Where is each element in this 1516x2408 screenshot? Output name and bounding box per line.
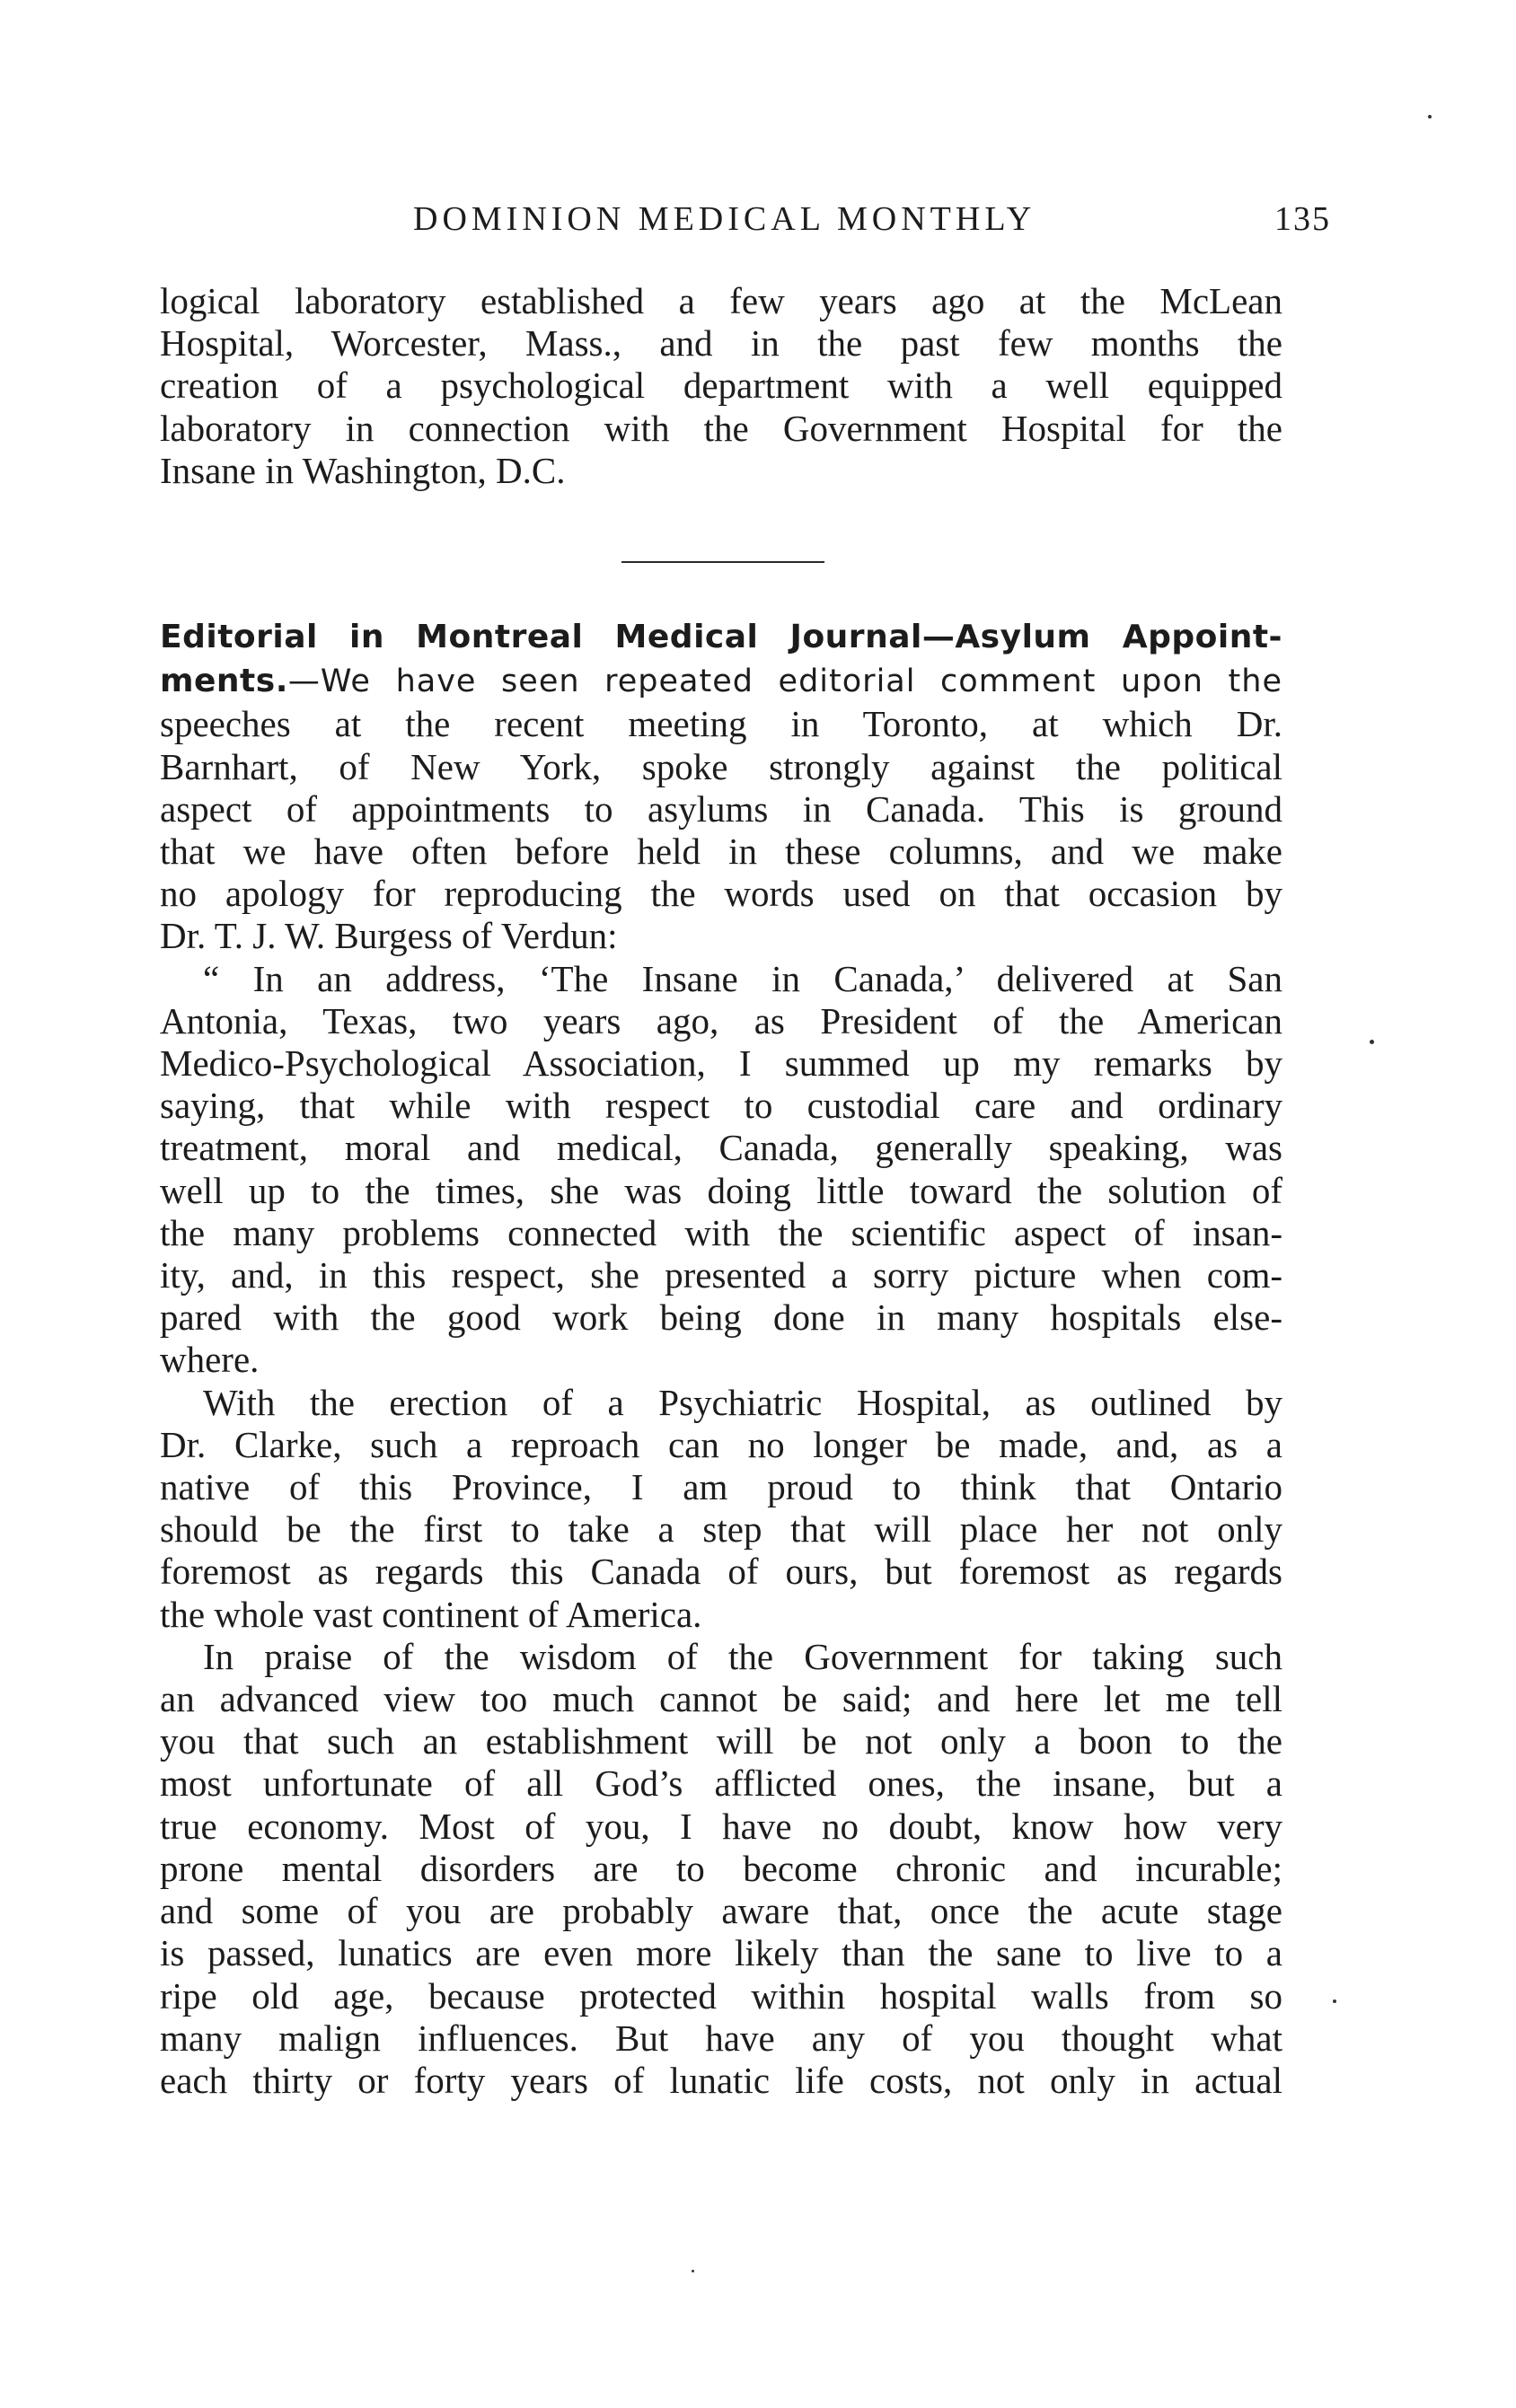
intro-line: creation of a psychological department with a well equipped — [160, 365, 1282, 407]
quote-line: should be the first to take a step that will place her not only — [160, 1508, 1282, 1551]
editorial-section — [160, 616, 1282, 2102]
section-divider — [621, 561, 824, 563]
scan-speck — [1370, 1040, 1374, 1044]
quote-line: “ In an address, ‘The Insane in Canada,’ delivered at San — [203, 957, 1282, 999]
editorial-line: that we have often before held in these columns, and we make — [160, 830, 1282, 873]
quote-line: many malign influences. But have any of you thought what — [160, 2017, 1282, 2059]
quote-line: Antonia, Texas, two years ago, as President of the American — [160, 999, 1282, 1041]
running-head — [160, 199, 1338, 244]
intro-line: Hospital, Worcester, Mass., and in the past few months the — [160, 322, 1282, 365]
page-number: 135 — [1274, 200, 1331, 238]
intro-line: laboratory in connection with the Government Hospital for the — [160, 407, 1282, 449]
quote-line: each thirty or forty years of lunatic life costs, not only in actual — [160, 2059, 1282, 2101]
scan-speck — [1333, 1999, 1336, 2003]
editorial-heading-continuation — [160, 658, 1282, 703]
journal-title: DOMINION MEDICAL MONTHLY — [413, 200, 1036, 238]
quote-line: ripe old age, because protected within hospital walls from so — [160, 1974, 1282, 2017]
quote-line: an advanced view too much cannot be said; and here let me tell — [160, 1678, 1282, 1720]
quote-line: Dr. Clarke, such a reproach can no longer be made, and, as a — [160, 1423, 1282, 1465]
editorial-line: Barnhart, of New York, spoke strongly against the political — [160, 745, 1282, 787]
editorial-line: Dr. T. J. W. Burgess of Verdun: — [160, 915, 618, 957]
quote-line: prone mental disorders are to become chronic and incurable; — [160, 1847, 1282, 1889]
quote-line: and some of you are probably aware that, once the acute stage — [160, 1890, 1282, 1932]
quote-line: the whole vast continent of America. — [160, 1593, 702, 1635]
quote-line: ity, and, in this respect, she presented a sorry picture when com- — [160, 1254, 1282, 1296]
quote-line: foremost as regards this Canada of ours, but foremost as regards — [160, 1551, 1282, 1593]
quote-line: Medico-Psychological Association, I summed up my remarks by — [160, 1042, 1282, 1085]
scan-speck — [692, 2270, 694, 2272]
editorial-line: aspect of appointments to asylums in Canada. This is ground — [160, 787, 1282, 830]
quote-line: With the erection of a Psychiatric Hospital, as outlined by — [203, 1381, 1282, 1423]
quote-line: saying, that while with respect to custodial care and ordinary — [160, 1085, 1282, 1127]
quote-line: you that such an establishment will be not only a boon to the — [160, 1720, 1282, 1762]
quote-line: is passed, lunatics are even more likely than the sane to live to a — [160, 1932, 1282, 1974]
editorial-lead-in: —We have seen repeated editorial comment upon the — [287, 664, 1282, 700]
intro-line: Insane in Washington, D.C. — [160, 449, 566, 491]
quote-line: In praise of the wisdom of the Government for taking such — [203, 1635, 1282, 1677]
quote-line: the many problems connected with the scientific aspect of insan- — [160, 1211, 1282, 1253]
quote-line: treatment, moral and medical, Canada, generally speaking, was — [160, 1127, 1282, 1169]
editorial-line: speeches at the recent meeting in Toronto, at which Dr. — [160, 703, 1282, 745]
quote-line: where. — [160, 1339, 260, 1381]
editorial-heading-end: ments. — [160, 663, 288, 700]
intro-line: logical laboratory established a few years ago at the McLean — [160, 280, 1282, 321]
quote-line: well up to the times, she was doing little toward the solution of — [160, 1169, 1282, 1211]
quote-line: true economy. Most of you, I have no doubt, know how very — [160, 1805, 1282, 1847]
quote-line: native of this Province, I am proud to think that Ontario — [160, 1466, 1282, 1508]
quote-line: most unfortunate of all God’s afflicted ones, the insane, but a — [160, 1762, 1282, 1805]
quote-line: pared with the good work being done in many hospitals else- — [160, 1296, 1282, 1339]
editorial-heading: Editorial in Montreal Medical Journal—Asylum Appoint- — [160, 619, 1282, 655]
scan-speck — [1428, 115, 1432, 119]
intro-paragraph — [160, 280, 1282, 492]
editorial-line: no apology for reproducing the words used on that occasion by — [160, 873, 1282, 915]
